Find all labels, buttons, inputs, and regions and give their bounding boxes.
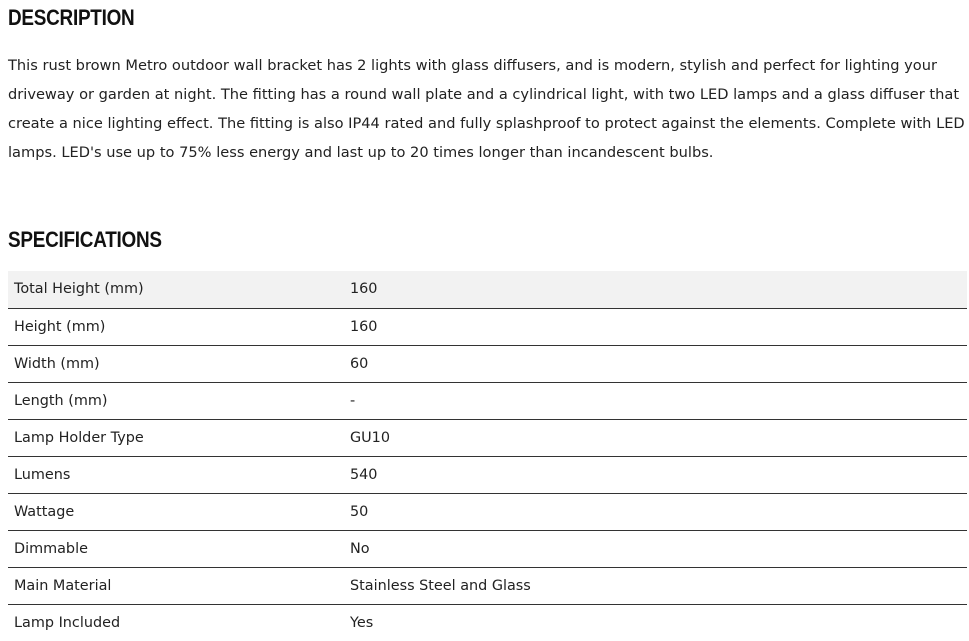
spec-row-total-height	[8, 271, 967, 308]
spec-label: Lumens	[8, 456, 344, 493]
spec-value: Yes	[350, 614, 374, 631]
spec-label: Height (mm)	[8, 308, 344, 345]
spec-value: Stainless Steel and Glass	[344, 567, 967, 604]
spec-label: Length (mm)	[8, 382, 344, 419]
spec-label: Width (mm)	[8, 345, 344, 382]
spec-row-lamp-included	[8, 604, 967, 641]
spec-row-length	[8, 382, 967, 419]
spec-row-width	[8, 345, 967, 382]
spec-label: Total Height (mm)	[8, 271, 344, 308]
spec-value: 160	[344, 271, 967, 308]
spec-value: GU10	[344, 419, 967, 456]
description-text: This rust brown Metro outdoor wall bracket has 2 lights with glass diffusers, and is modern, stylish and perfect for lighting your driveway or garden at night. The fitting has a round wall plate and a cylindrical light, with two LED lamps and a glass diffuser that create a nice lighting effect. The fitting is also IP44 rated and fully splashproof to protect against the elements. Complete with LED lamps. LED's use up to 75% less energy and last up to 20 times longer than incandescent bulbs.	[8, 57, 965, 161]
spec-value: 50	[344, 493, 967, 530]
specifications-table	[8, 271, 967, 641]
spec-value: No	[344, 530, 967, 567]
spec-row-height	[8, 308, 967, 345]
spec-row-wattage	[8, 493, 967, 530]
specifications-heading: SPECIFICATIONS	[8, 227, 162, 252]
spec-label: Wattage	[8, 493, 344, 530]
spec-row-main-material	[8, 567, 967, 604]
spec-label: Lamp Included	[14, 614, 121, 631]
spec-row-lumens	[8, 456, 967, 493]
spec-label: Main Material	[8, 567, 344, 604]
spec-row-dimmable	[8, 530, 967, 567]
spec-value: -	[344, 382, 967, 419]
spec-row-lamp-holder-type	[8, 419, 967, 456]
spec-value: 540	[344, 456, 967, 493]
spec-label: Lamp Holder Type	[8, 419, 344, 456]
spec-value: 60	[344, 345, 967, 382]
description-heading: DESCRIPTION	[8, 5, 135, 30]
spec-label: Dimmable	[8, 530, 344, 567]
spec-value: 160	[344, 308, 967, 345]
